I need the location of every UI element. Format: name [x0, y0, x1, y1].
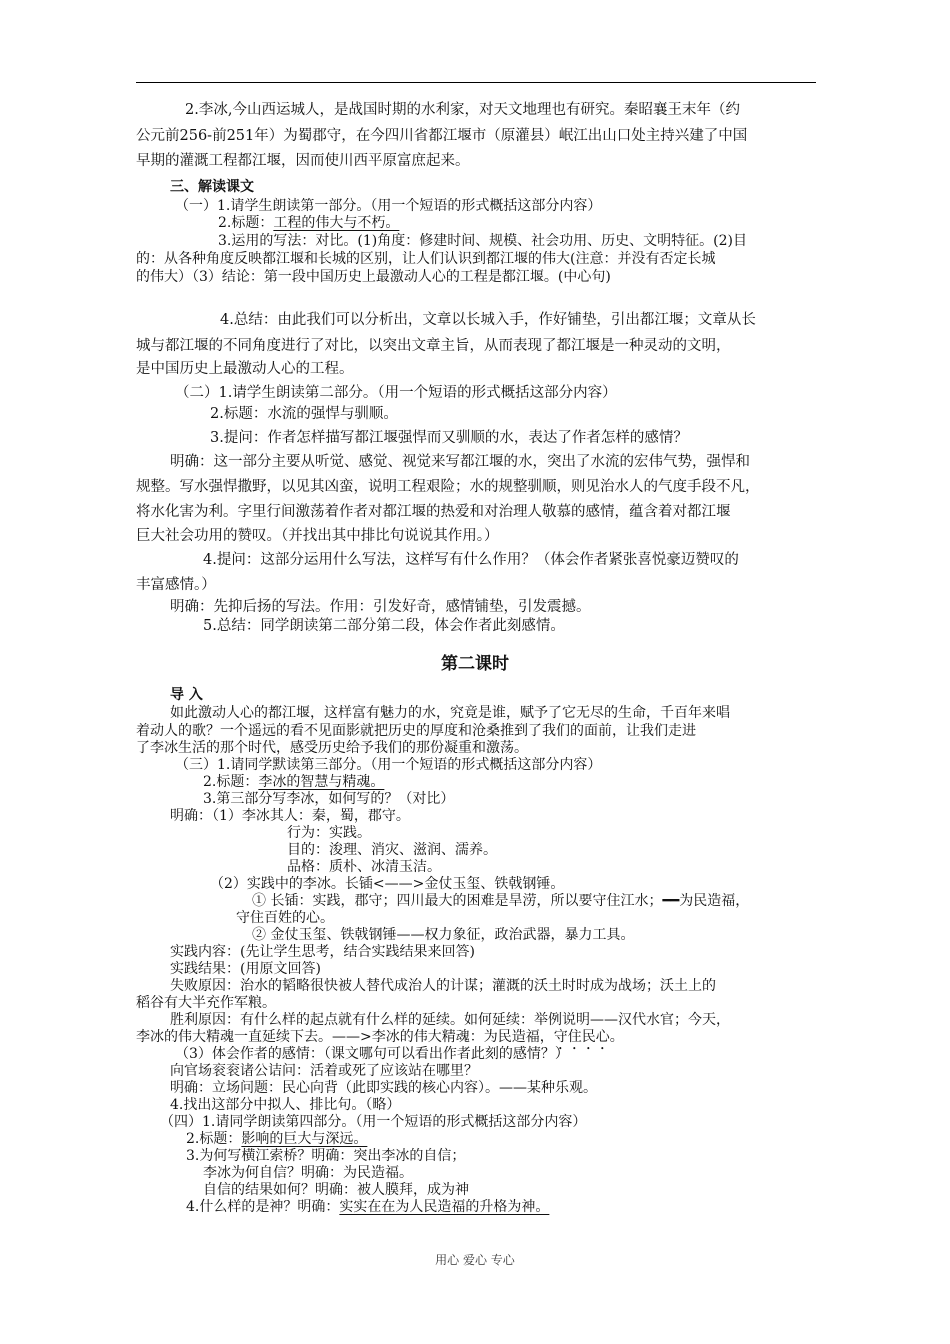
part3-answer-character: 品格：质朴、冰清玉洁。: [287, 859, 441, 875]
header-rule: [136, 82, 816, 83]
part3-item4: 4.找出这部分中拟人、排比句。（略）: [170, 1097, 401, 1113]
part1-item3-line3: 的伟大）（3）结论：第一段中国历史上最激动人心的工程是都江堰。(中心句): [136, 269, 611, 285]
part3-answer-practice-1-line2: 守住百姓的心。: [236, 910, 334, 926]
part3-answer-practice-2: ② 金仗玉玺、铁戟钢锤——权力象征，政治武器，暴力工具。: [252, 927, 635, 943]
part4-item3-line2: 李冰为何自信？明确：为民造福。: [203, 1165, 413, 1181]
part2-item3: 3.提问：作者怎样描写都江堰强悍而又驯顺的水，表达了作者怎样的感情？: [210, 430, 688, 446]
part2-item5: 5.总结：同学朗读第二部分第二段，体会作者此刻感情。: [203, 618, 565, 634]
part4-item3-line1: 3.为何写横江索桥？明确：突出李冰的自信；: [186, 1148, 466, 1164]
part3-answer-action: 行为：实践。: [287, 825, 371, 841]
part4-item1: （四）1.请同学朗读第四部分。（用一个短语的形式概括这部分内容）: [160, 1114, 587, 1130]
part3-answer-purpose: 目的：浚理、消灾、滋润、濡养。: [287, 842, 497, 858]
part3-feeling-quote: 向官场衮衮诸公诘问：活着或死了应该站在哪里？: [170, 1063, 478, 1079]
part2-answer-line1: 明确：这一部分主要从听觉、感觉、视觉来写都江堰的水，突出了水流的宏伟气势，强悍和: [170, 454, 750, 470]
part3-success-reason-text: 李冰的伟大精魂一直延续下去。——>李冰的伟大精魂：为民造福，: [136, 1029, 554, 1045]
part4-item4: [186, 1198, 549, 1216]
part4-item3-line3: 自信的结果如何？明确：被人膜拜，成为神: [203, 1182, 469, 1198]
part2-answer-line3: 将水化害为利。字里行间激荡着作者对都江堰的热爱和对治理人敬慕的感情，蕴含着对都江堰: [136, 504, 731, 520]
intro-line2: 着动人的歌？一个遥远的看不见面影就把历史的厚度和沧桑推到了我们的面前，让我们走进: [136, 723, 696, 739]
part3-feeling-answer: 明确：立场问题：民心向背（此即实践的核心内容）。——某种乐观。: [170, 1080, 597, 1096]
part3-answer-practice: （2）实践中的李冰。长锸<——>金仗玉玺、铁戟钢锤。: [210, 876, 565, 892]
part3-item2: [203, 773, 384, 791]
part4-item2: [186, 1130, 367, 1148]
part3-title-underlined: 李冰的智慧与精魂。: [258, 774, 385, 790]
paragraph-li-bing-bio-line-3: 早期的灌溉工程都江堰，因而使川西平原富庶起来。: [136, 153, 470, 169]
page-footer: 用心 爱心 专心: [435, 1253, 515, 1267]
part1-title-underlined: 工程的伟大与不朽。: [273, 215, 400, 231]
part3-item3: 3.第三部分写李冰，如何写的？（对比）: [203, 791, 455, 807]
part2-answer-line4: 巨大社会功用的赞叹。（并找出其中排比句说说其作用。）: [136, 528, 499, 544]
part2-answer-line5: 明确：先抑后扬的写法。作用：引发好奇，感情铺垫，引发震撼。: [170, 599, 591, 615]
section-heading-interpret-text: 三、解读课文: [170, 179, 254, 195]
part1-item3-line2: 的：从各种角度反映都江堰和长城的区别，让人们认识到都江堰的伟大(注意：并没有否定长城: [136, 251, 716, 267]
part3-emphasized-keep-hearts: 守住民心: [553, 1029, 610, 1045]
part2-item4-line1: 4.提问：这部分运用什么写法，这样写有什么作用？（体会作者紧张喜悦豪迈赞叹的: [203, 552, 739, 568]
part3-item1: （三）1.请同学默读第三部分。（用一个短语的形式概括这部分内容）: [175, 757, 602, 773]
part1-title-label: 2.标题：: [218, 215, 274, 231]
intro-line1: 如此激动人心的都江堰，这样富有魅力的水，究竟是谁，赋予了它无尽的生命，千百年来唱: [170, 705, 730, 721]
part3-practice-result: 实践结果：(用原文回答): [170, 961, 321, 977]
part1-item1: （一）1.请学生朗读第一部分。（用一个短语的形式概括这部分内容）: [175, 198, 602, 214]
part1-item3-line1: 3.运用的写法：对比。(1)角度：修建时间、规模、社会功用、历史、文明特征。(2)目: [218, 233, 748, 249]
part3-success-reason-end: 。: [609, 1029, 624, 1045]
part3-title-label: 2.标题：: [203, 774, 259, 790]
part3-answer-li-bing: 明确：（1）李冰其人：秦，蜀，郡守。: [170, 808, 410, 824]
part3-failure-reason-line1: 失败原因：治水的韬略很快被人替代成治人的计谋；灌溉的沃土时时成为战场；沃土上的: [170, 978, 716, 994]
part4-title-label: 2.标题：: [186, 1131, 242, 1147]
part2-answer-line2: 规整。写水强悍撒野，以见其凶蛮，说明工程艰险；水的规整驯顺，则见治水人的气度手段不凡，: [136, 479, 760, 495]
intro-line3: 了李冰生活的那个时代，感受历史给予我们的那份凝重和激荡。: [136, 740, 528, 756]
part1-item2: [218, 214, 399, 232]
part3-answer-practice-1-line1: ① 长锸：实践，郡守；四川最大的困难是旱涝，所以要守住江水；━━为民造福，: [252, 893, 750, 909]
paragraph-li-bing-bio-line-1: 2.李冰,今山西运城人，是战国时期的水利家，对天文地理也有研究。秦昭襄王末年（约: [185, 102, 740, 118]
part3-failure-reason-line2: 稻谷有大半充作军粮。: [136, 995, 276, 1011]
part2-item2: 2.标题：水流的强悍与驯顺。: [210, 406, 398, 422]
part4-item4-label: 4.什么样的是神？明确：: [186, 1199, 340, 1215]
part2-item4-line2: 丰富感情。）: [136, 577, 216, 593]
part1-summary-line1: 4.总结：由此我们可以分析出，文章以长城入手，作好铺垫，引出都江堰；文章从长: [220, 312, 756, 328]
part4-title-underlined: 影响的巨大与深远。: [241, 1131, 368, 1147]
part3-practice-content: 实践内容：(先让学生思考，结合实践结果来回答): [170, 944, 475, 960]
paragraph-li-bing-bio-line-2: 公元前256-前251年）为蜀郡守，在今四川省都江堰市（原灌县）岷江出山口处主持兴建了中国: [136, 128, 748, 144]
part4-item4-underlined: 实实在在为人民造福的升格为神。: [339, 1199, 550, 1215]
part1-summary-line2: 城与都江堰的不同角度进行了对比，以突出文章主旨，从而表现了都江堰是一种灵动的文明，: [136, 338, 731, 354]
intro-heading: 导 入: [170, 687, 203, 703]
lesson2-title: 第二课时: [441, 654, 509, 674]
part2-item1: （二）1.请学生朗读第二部分。（用一个短语的形式概括这部分内容）: [175, 385, 617, 401]
part3-success-reason-line1: 胜利原因：有什么样的起点就有什么样的延续。如何延续：举例说明——汉代水官；今天，: [170, 1012, 730, 1028]
part1-summary-line3: 是中国历史上最激动人心的工程。: [136, 361, 354, 377]
part3-feeling-question: （3）体会作者的感情：（课文哪句可以看出作者此刻的感情？）: [175, 1046, 569, 1062]
